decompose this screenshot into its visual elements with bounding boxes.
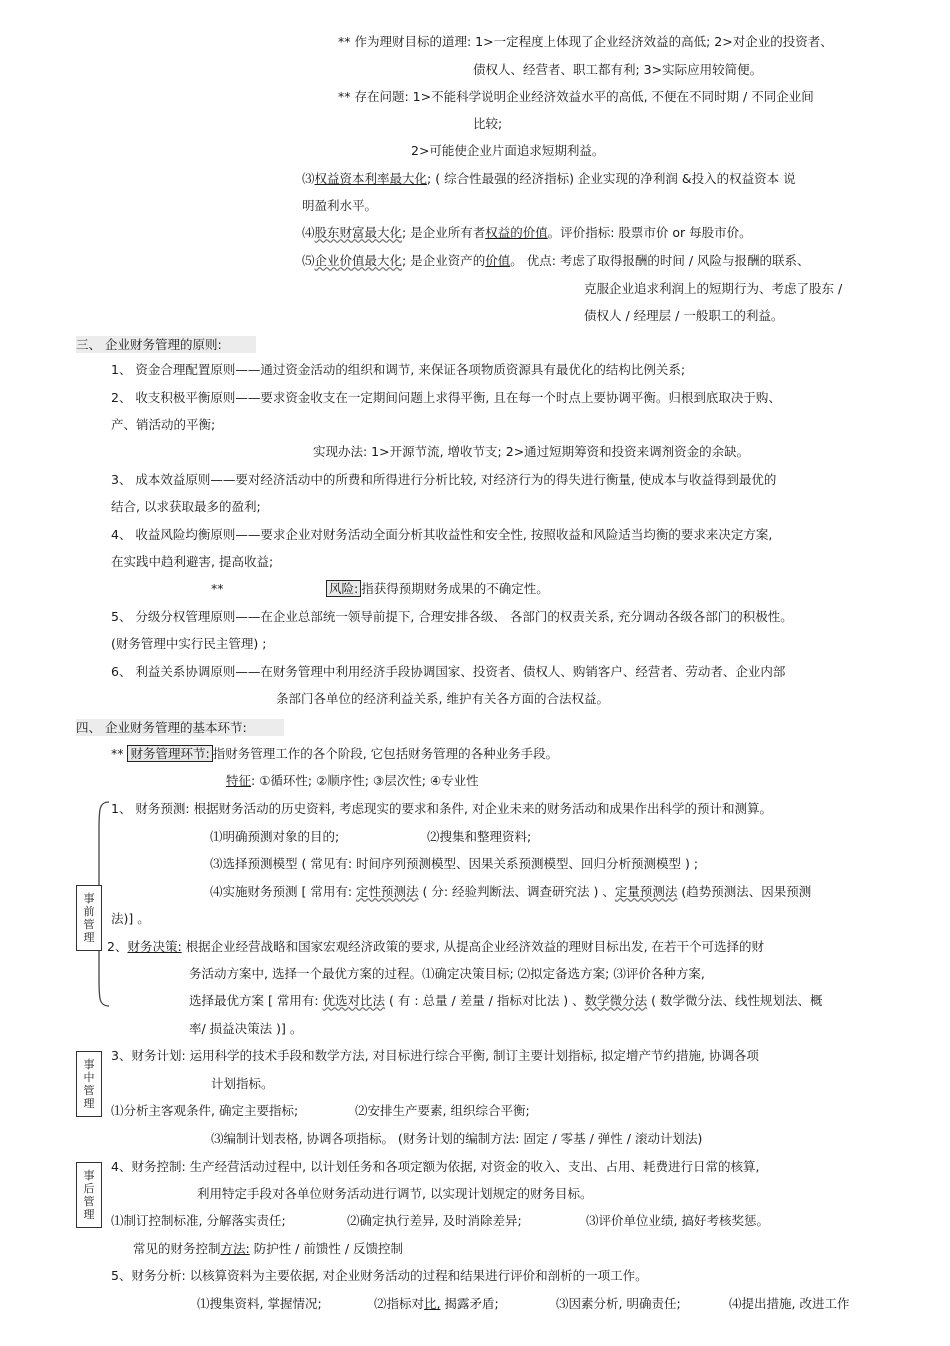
text-line: ⑵确定执行差异, 及时消除差异; bbox=[347, 1213, 522, 1228]
text-line bbox=[326, 581, 549, 597]
text-span: 2、 bbox=[107, 939, 128, 954]
text-line: 3、财务计划: 运用科学的技术手段和数学方法, 对目标进行综合平衡, 制订主要计划指标, 拟定增产节约措施, 协调各项 bbox=[111, 1048, 759, 1063]
text-line bbox=[302, 225, 752, 241]
text-line: 3、 成本效益原则——要对经济活动中的所费和所得进行分析比较, 对经济行为的得失进行衡量, 使成本与收益得到最优的 bbox=[111, 472, 777, 487]
text-span: ⑷实施财务预测 [ 常用有: bbox=[210, 884, 357, 899]
side-label-char: 事 bbox=[83, 1169, 95, 1182]
list-marker: ⑸ bbox=[302, 253, 315, 268]
text-line: 5、财务分析: 以核算资料为主要依据, 对企业财务活动的过程和结果进行评价和剖析的一项工作。 bbox=[111, 1268, 648, 1283]
side-label-pre bbox=[76, 885, 102, 951]
text-line: 比较; bbox=[473, 116, 503, 131]
text-line: 产、销活动的平衡; bbox=[111, 417, 216, 432]
text-line bbox=[210, 884, 811, 900]
term: 财务决策: bbox=[127, 939, 182, 954]
text-line bbox=[111, 746, 558, 762]
term: 定性预测法 bbox=[356, 884, 419, 899]
side-label-char: 理 bbox=[83, 1208, 95, 1221]
text-span: ( 有 : 总量 / 差量 / 指标对比法 ) 、 bbox=[385, 993, 585, 1008]
term: 权益资本利率最大化 bbox=[314, 171, 428, 186]
text-span: ( 数学微分法、线性规划法、概 bbox=[647, 993, 823, 1008]
text-line bbox=[302, 253, 810, 269]
side-label-char: 管 bbox=[83, 1084, 95, 1097]
bullet-marker: ** bbox=[211, 581, 224, 596]
text-line: 务活动方案中, 选择一个最优方案的过程。⑴确定决策目标; ⑵拟定备选方案; ⑶评价各种方案, bbox=[189, 966, 705, 981]
text-line bbox=[302, 171, 796, 187]
text-line: (财务管理中实行民主管理) ; bbox=[111, 636, 267, 651]
text-span: ; 是企业所有者 bbox=[402, 225, 486, 240]
text-line: 结合, 以求获取最多的盈利; bbox=[111, 499, 261, 514]
term: 方法: bbox=[220, 1241, 250, 1256]
text-line: 利用特定手段对各单位财务活动进行调节, 以实现计划规定的财务目标。 bbox=[197, 1186, 593, 1201]
term: 定量预测法 bbox=[614, 884, 678, 899]
list-marker: ⑷ bbox=[302, 225, 315, 240]
text-line: 5、 分级分权管理原则——在企业总部统一领导前提下, 合理安排各级、 各部门的权责关系, 充分调动各级各部门的积极性。 bbox=[111, 609, 793, 624]
text-line: ⑶选择预测模型 ( 常见有: 时间序列预测模型、因果关系预测模型、回归分析预测模型 ) ; bbox=[210, 856, 699, 871]
side-label-char: 理 bbox=[83, 1097, 95, 1110]
side-label-char: 理 bbox=[83, 931, 95, 944]
text-line: 计划指标。 bbox=[211, 1076, 274, 1091]
text-line: 在实践中趋利避害, 提高收益; bbox=[111, 554, 274, 569]
boxed-term: 风险: bbox=[326, 580, 361, 597]
text-span: 揭露矛盾; bbox=[440, 1296, 499, 1311]
term: 优选对比法 bbox=[322, 993, 386, 1008]
text-span: 防护性 / 前馈性 / 反馈控制 bbox=[249, 1241, 404, 1256]
text-span: : ①循环性; ②顺序性; ③层次性; ④专业性 bbox=[251, 773, 479, 788]
text-line: 1、 财务预测: 根据财务活动的历史资料, 考虑现实的要求和条件, 对企业未来的财务活动和成果作出科学的预计和测算。 bbox=[111, 801, 773, 816]
list-marker: ⑶ bbox=[302, 171, 315, 186]
text-line: ⑴分析主客观条件, 确定主要指标; bbox=[111, 1103, 299, 1118]
text-line: 1、 资金合理配置原则——通过资金活动的组织和调节, 来保证各项物质资源具有最优化的结构比例关系; bbox=[111, 362, 686, 377]
text-line: ⑴制订控制标准, 分解落实责任; bbox=[111, 1213, 286, 1228]
text-line: 2、 收支积极平衡原则——要求资金收支在一定期间问题上求得平衡, 且在每一个时点上要协调平衡。归根到底取决于购、 bbox=[111, 390, 781, 405]
section-heading: 三、 企业财务管理的原则: bbox=[76, 336, 256, 353]
side-label-char: 管 bbox=[83, 918, 95, 931]
text-line: 4、财务控制: 生产经营活动过程中, 以计划任务和各项定额为依据, 对资金的收入、支出、占用、耗费进行日常的核算, bbox=[111, 1159, 760, 1174]
text-line: ⑴明确预测对象的目的; bbox=[210, 829, 340, 844]
text-line bbox=[133, 1241, 403, 1257]
text-span: 。评价指标: 股票市价 or 每股市价。 bbox=[547, 225, 752, 240]
term: 价值 bbox=[485, 253, 511, 268]
side-label-char: 事 bbox=[83, 892, 95, 905]
text-span: 。 优点: 考虑了取得报酬的时间 / 风险与报酬的联系、 bbox=[510, 253, 810, 268]
text-line: 债权人、经营者、职工都有利; 3>实际应用较简便。 bbox=[473, 62, 763, 77]
term: 特征 bbox=[226, 773, 252, 788]
side-label-char: 中 bbox=[83, 1071, 95, 1084]
text-line: ⑵安排生产要素, 组织综合平衡; bbox=[355, 1103, 530, 1118]
text-line: 债权人 / 经理层 / 一般职工的利益。 bbox=[584, 308, 784, 323]
section-heading: 四、 企业财务管理的基本环节: bbox=[76, 719, 284, 736]
text-line: 6、 利益关系协调原则——在财务管理中利用经济手段协调国家、投资者、债权人、购销客户、经营者、劳动者、企业内部 bbox=[111, 664, 786, 679]
text-line: 2>可能使企业片面追求短期利益。 bbox=[411, 143, 605, 158]
term: 股东财富最大化 bbox=[314, 225, 403, 240]
term: 数学微分法 bbox=[584, 993, 648, 1008]
term: 权益的价值 bbox=[485, 225, 548, 240]
text-span: ; 是企业资产的 bbox=[402, 253, 486, 268]
text-line: 克服企业追求利润上的短期行为、考虑了股东 / bbox=[584, 281, 843, 296]
text-line: ⑶编制计划表格, 协调各项指标。 (财务计划的编制方法: 固定 / 零基 / 弹性 / 滚动计划法) bbox=[211, 1131, 703, 1146]
text-line: ⑶评价单位业绩, 搞好考核奖惩。 bbox=[586, 1213, 769, 1228]
text-line: 法)] 。 bbox=[111, 911, 150, 926]
text-line bbox=[189, 993, 823, 1009]
text-line: 条部门各单位的经济利益关系, 维护有关各方面的合法权益。 bbox=[276, 691, 609, 706]
side-label-char: 前 bbox=[83, 905, 95, 918]
text-line: ** 存在问题: 1>不能科学说明企业经济效益水平的高低, 不便在不同时期 / 不同企业间 bbox=[338, 89, 814, 104]
text-span: ( 分: 经验判断法、调查研究法 ) 、 bbox=[418, 884, 615, 899]
text-span: 选择最优方案 [ 常用有: bbox=[189, 993, 323, 1008]
side-label-char: 事 bbox=[83, 1058, 95, 1071]
text-line bbox=[226, 773, 479, 789]
side-label-mid bbox=[76, 1051, 102, 1117]
side-label-char: 后 bbox=[83, 1182, 95, 1195]
term: 企业价值最大化 bbox=[314, 253, 403, 268]
term: 比, bbox=[424, 1296, 441, 1311]
text-line: 4、 收益风险均衡原则——要求企业对财务活动全面分析其收益性和安全性, 按照收益和风险适当均衡的要求来决定方案, bbox=[111, 527, 773, 542]
text-line bbox=[211, 581, 224, 597]
text-span: (趋势预测法、因果预测 bbox=[677, 884, 812, 899]
bullet-marker: ** bbox=[111, 746, 124, 761]
text-line: ⑶因素分析, 明确责任; bbox=[556, 1296, 681, 1311]
text-span: 指获得预期财务成果的不确定性。 bbox=[361, 581, 549, 596]
text-line: 率/ 损益决策法 )] 。 bbox=[189, 1021, 303, 1036]
text-line: ⑷提出措施, 改进工作 bbox=[729, 1296, 850, 1311]
text-span: ; ( 综合性最强的经济指标) 企业实现的净利润 &投入的权益资本 说 bbox=[427, 171, 796, 186]
text-span: ⑵指标对 bbox=[374, 1296, 425, 1311]
text-line bbox=[107, 939, 764, 955]
side-label-post bbox=[76, 1162, 102, 1228]
text-span: 根据企业经营战略和国家宏观经济政策的要求, 从提高企业经济效益的理财目标出发, 在若干个可选择的财 bbox=[181, 939, 765, 954]
text-line: ** 作为理财目标的道理: 1>一定程度上体现了企业经济效益的高低; 2>对企业的投资者、 bbox=[338, 34, 833, 49]
text-line: 明盈利水平。 bbox=[302, 198, 378, 213]
side-label-char: 管 bbox=[83, 1195, 95, 1208]
text-span: 指财务管理工作的各个阶段, 它包括财务管理的各种业务手段。 bbox=[212, 746, 559, 761]
text-line: ⑴搜集资料, 掌握情况; bbox=[197, 1296, 322, 1311]
text-line: ⑵搜集和整理资料; bbox=[427, 829, 532, 844]
text-line bbox=[374, 1296, 499, 1312]
boxed-term: 财务管理环节: bbox=[127, 745, 212, 762]
text-span: 常见的财务控制 bbox=[133, 1241, 221, 1256]
text-line: 实现办法: 1>开源节流, 增收节支; 2>通过短期筹资和投资来调剂资金的余缺。 bbox=[313, 444, 750, 459]
